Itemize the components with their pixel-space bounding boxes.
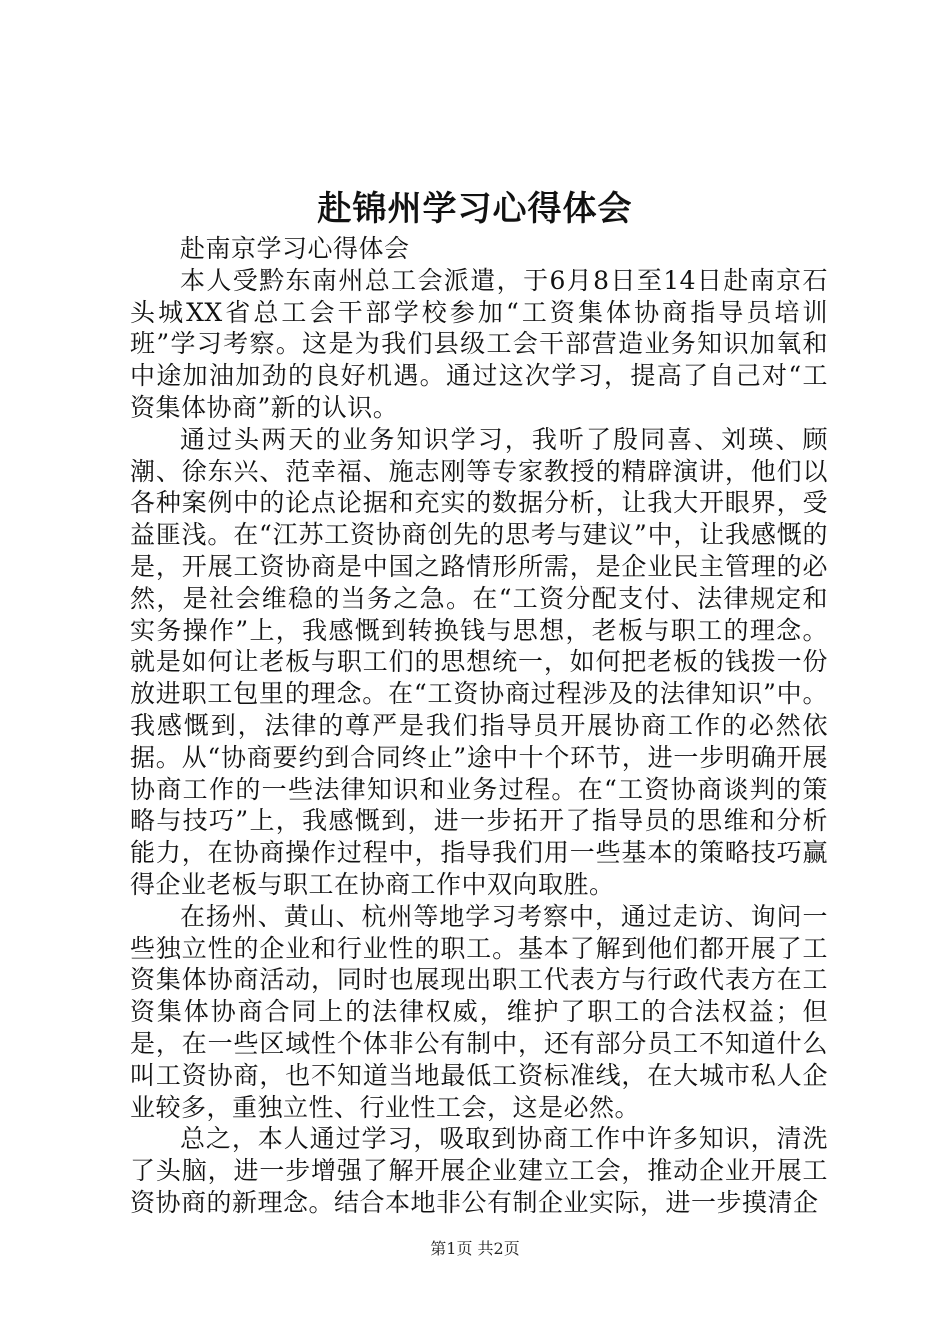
page-footer: 第1页 共2页 <box>430 1239 520 1258</box>
paragraph-subtitle: 赴南京学习心得体会 <box>180 234 410 263</box>
paragraph-3: 在扬州、黄山、杭州等地学习考察中，通过走访、询问一些独立性的企业和行业性的职工。基本了解到他们都开展了工资集体协商活动，同时也展现出职工代表方与行政代表方在工资集体协商合同上的法律权威，维护了职工的合法权益；但是，在一些区域性个体非公有制中，还有部分员工不知道什么叫工资协商，也不知道当地最低工资标准线，在大城市私人企业较多，重独立性、行业性工会，这是必然。 <box>130 901 828 1122</box>
paragraph-1: 本人受黔东南州总工会派遣，于6月8日至14日赴南京石头城XX省总工会干部学校参加“工资集体协商指导员培训班”学习考察。这是为我们县级工会干部营造业务知识加氧和中途加油加劲的良好机遇。通过这次学习，提高了自己对“工资集体协商”新的认识。 <box>130 265 828 422</box>
paragraph-4: 总之，本人通过学习，吸取到协商工作中许多知识，清洗了头脑，进一步增强了解开展企业建立工会，推动企业开展工资协商的新理念。结合本地非公有制企业实际，进一步摸清企 <box>130 1124 828 1217</box>
paragraph-2: 通过头两天的业务知识学习，我听了殷同喜、刘瑛、顾潮、徐东兴、范幸福、施志刚等专家教授的精辟演讲，他们以各种案例中的论点论据和充实的数据分析，让我大开眼界，受益匪浅。在“江苏工资协商创先的思考与建议”中，让我感慨的是，开展工资协商是中国之路情形所需，是企业民主管理的必然，是社会维稳的当务之急。在“工资分配支付、法律规定和实务操作”上，我感慨到转换钱与思想，老板与职工的理念。就是如何让老板与职工们的思想统一，如何把老板的钱拨一份放进职工包里的理念。在“工资协商过程涉及的法律知识”中。我感慨到，法律的尊严是我们指导员开展协商工作的必然依据。从“协商要约到合同终止”途中十个环节，进一步明确开展协商工作的一些法律知识和业务过程。在“工资协商谈判的策略与技巧”上，我感慨到，进一步拓开了指导员的思维和分析能力，在协商操作过程中，指导我们用一些基本的策略技巧赢得企业老板与职工在协商工作中双向取胜。 <box>130 424 828 899</box>
document-title: 赴锦州学习心得体会 <box>317 189 633 229</box>
document-body <box>130 233 828 1219</box>
